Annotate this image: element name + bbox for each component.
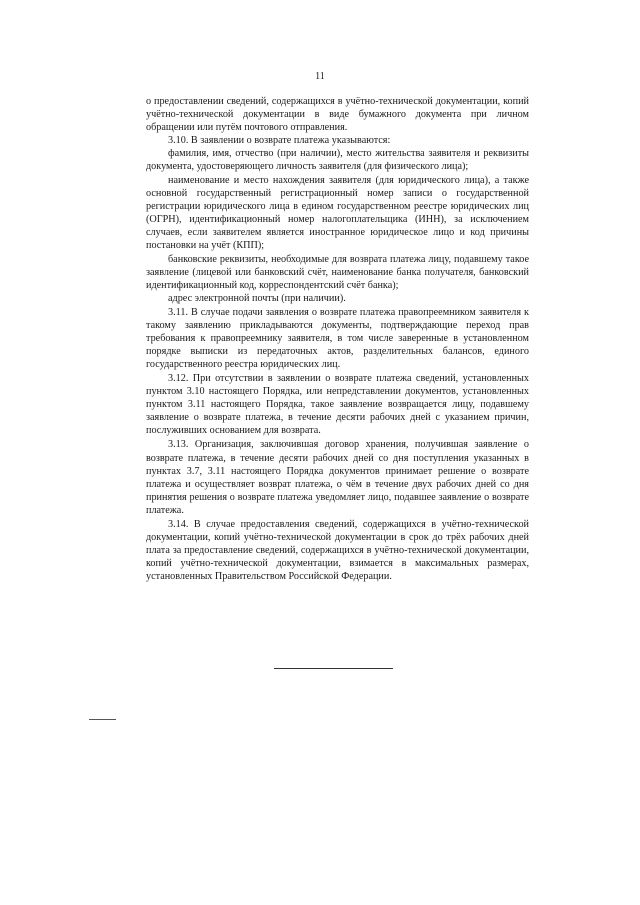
paragraph-3-13: 3.13. Организация, заключившая договор хранения, получившая заявление о возврате платежа, в течение десяти рабочих дней со дня поступления указанных в пунктах 3.7, 3.11 настоящего Порядка документов принимает решение о возврате платежа и осуществляет возврат платежа, о чём в течение двух рабочих дней со дня принятия решения о возврате платежа уведомляет лицо, подавшее заявление о возврате платежа. — [146, 439, 529, 516]
paragraph-email: адрес электронной почты (при наличии). — [168, 293, 346, 305]
paragraph-continuation: о предоставлении сведений, содержащихся в учётно-технической документации, копий учётно-технической документации в виде бумажного документа при личном обращении или путём почтового отправления. — [146, 96, 529, 134]
page-number: 11 — [315, 71, 325, 82]
paragraph-individual-requisites: фамилия, имя, отчество (при наличии), место жительства заявителя и реквизиты документа, удостоверяющего личность заявителя (для физического лица); — [146, 148, 529, 173]
end-of-text-rule — [274, 668, 393, 669]
paragraph-3-11: 3.11. В случае подачи заявления о возврате платежа правопреемником заявителя к такому заявлению прикладываются документы, подтверждающие переход прав требования к правопреемнику заявителя, в том числе заверенные в установленном порядке выписки из передаточных актов, разделительных балансов, единого государственного реестра юридических лиц. — [146, 306, 529, 370]
margin-mark — [89, 719, 116, 720]
document-body — [146, 95, 529, 583]
paragraph-bank-requisites: банковские реквизиты, необходимые для возврата платежа лицу, подавшему такое заявление (лицевой или банковский счёт, наименование банка получателя, банковский идентификационный код, корреспондентский счёт банка); — [146, 254, 529, 292]
paragraph-3-12: 3.12. При отсутствии в заявлении о возврате платежа сведений, установленных пунктом 3.10 настоящего Порядка, или непредставлении документов, установленных пунктом 3.11 настоящего Порядка, такое заявление возвращается лицу, подавшему заявление о возврате платежа, в течение десяти рабочих дней с указанием причин, послуживших основанием для возврата. — [146, 372, 529, 437]
paragraph-3-14: 3.14. В случае предоставления сведений, содержащихся в учётно-технической документации, копий учётно-технической документации в срок до трёх рабочих дней плата за предоставление сведений, содержащихся в учётно-технической документации, копий учётно-технической документации, взимается в максимальных размерах, установленных Правительством Российской Федерации. — [146, 519, 529, 583]
paragraph-legal-entity-requisites: наименование и место нахождения заявителя (для юридического лица), а также основной государственный регистрационный номер записи о государственной регистрации юридического лица в едином государственном реестре юридических лиц (ОГРН), идентификационный номер налогоплательщика (ИНН), за исключением случаев, если заявителем является иностранное юридическое лицо и код причины постановки на учёт (КПП); — [146, 174, 529, 252]
paragraph-3-10-heading: 3.10. В заявлении о возврате платежа указываются: — [168, 135, 391, 147]
